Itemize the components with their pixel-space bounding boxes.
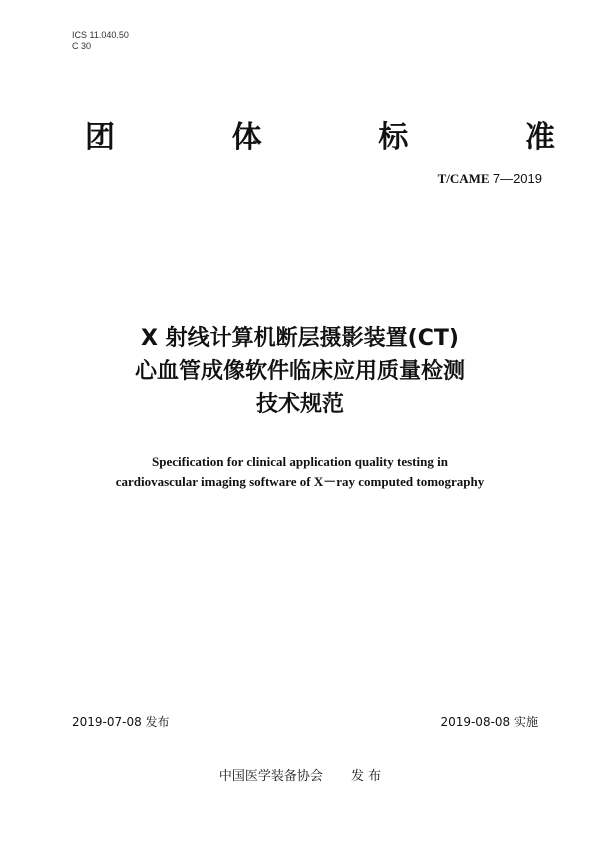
publish-date: 2019-07-08 发布 <box>72 715 170 729</box>
ics-code: ICS 11.040.50 <box>72 30 129 40</box>
heading-char: 准 <box>524 120 555 155</box>
title-line: Specification for clinical application quality testing in <box>152 454 448 469</box>
title-chinese <box>0 322 600 421</box>
title-line: cardiovascular imaging software of X－ray computed tomography <box>115 474 485 489</box>
ccs-code: C 30 <box>72 41 92 51</box>
heading-char: 标 <box>378 120 409 155</box>
standard-type-heading <box>85 112 555 156</box>
title-english <box>0 452 600 492</box>
issuer-name: 中国医学装备协会 <box>218 769 323 784</box>
classification-codes <box>72 30 129 52</box>
issuer-action: 发 布 <box>350 769 382 784</box>
code-prefix: T/CAME <box>437 171 490 186</box>
standard-code <box>438 171 542 187</box>
issuer <box>0 765 600 784</box>
heading-char: 体 <box>231 120 262 155</box>
title-line: X 射线计算机断层摄影装置(CT) <box>141 326 459 351</box>
title-line: 技术规范 <box>255 392 344 417</box>
implement-date: 2019-08-08 实施 <box>440 715 538 729</box>
title-line: 心血管成像软件临床应用质量检测 <box>134 359 465 384</box>
heading-char: 团 <box>85 120 115 155</box>
code-number: 7—2019 <box>492 171 542 186</box>
